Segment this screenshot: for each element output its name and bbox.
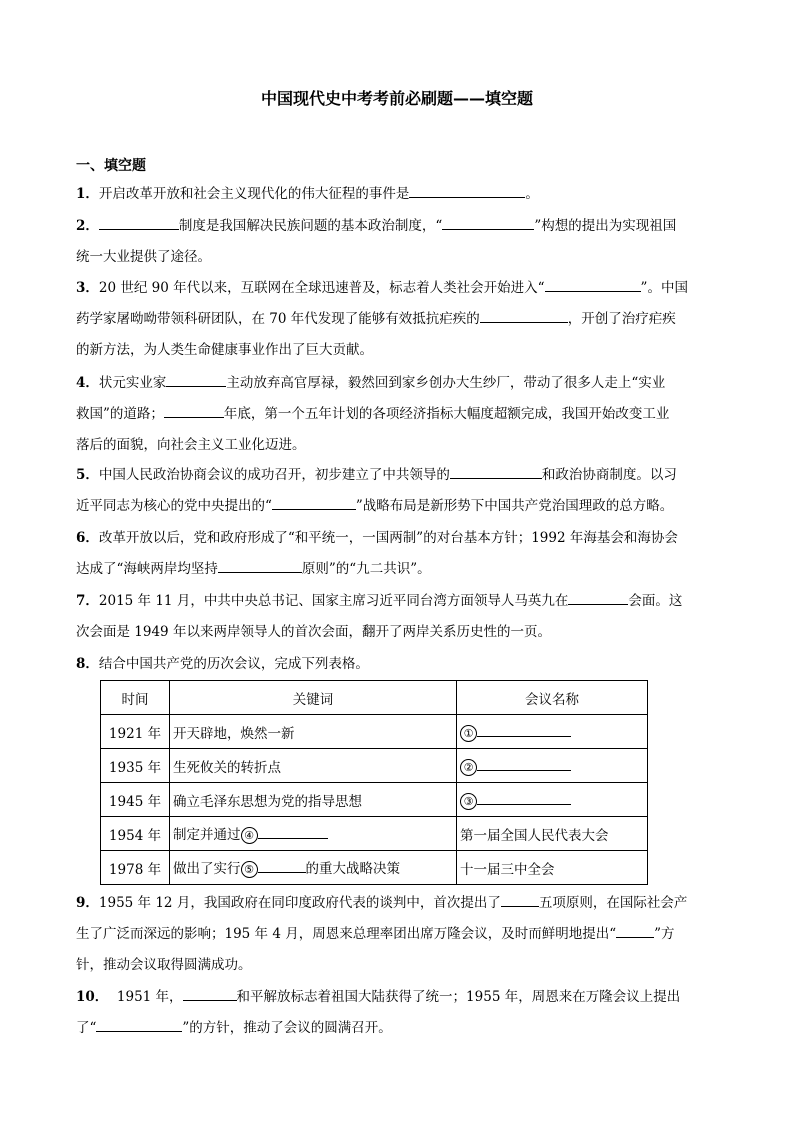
answer-blank[interactable] (409, 183, 525, 198)
question-10: 10． 1951 年， 和平解放标志着祖国大陆获得了统一；1955 年，周恩来在万隆会议上提出 了“ ”的方针，推动了会议的圆满召开。 (76, 982, 726, 1044)
table-header: 会议名称 (457, 681, 648, 715)
meetings-table (100, 680, 648, 885)
table-header-row (101, 681, 648, 715)
answer-blank[interactable] (166, 372, 226, 387)
table-row: 1945 年 确立毛泽东思想为党的指导思想 ③ (101, 783, 648, 817)
table-row: 1954 年 制定并通过 ④ 第一届全国人民代表大会 (101, 817, 648, 851)
answer-blank[interactable] (96, 1017, 182, 1032)
answer-blank[interactable] (99, 215, 179, 230)
answer-blank[interactable] (272, 495, 356, 510)
question-2: 2． 制度是我国解决民族问题的基本政治制度，“ ”构想的提出为实现祖国 统一大业提供了途径。 (76, 211, 726, 273)
answer-blank[interactable] (568, 590, 628, 605)
answer-blank[interactable] (258, 858, 306, 873)
answer-blank[interactable] (477, 790, 571, 805)
question-3: 3．20 世纪 90 年代以来，互联网在全球迅速普及，标志着人类社会开始进入“ ”。中国 药学家屠呦呦带领科研团队，在 70 年代发现了能够有效抵抗疟疾的 ，开创了治疗疟疾 的新方法，为人类生命健康事业作出了巨大贡献。 (76, 273, 726, 366)
answer-blank[interactable] (616, 923, 654, 938)
question-4: 4．状元实业家 主动放弃高官厚禄，毅然回到家乡创办大生纱厂，带动了很多人走上“实业 救国”的道路； 年底，第一个五年计划的各项经济指标大幅度超额完成，我国开始改变工业 落后的面貌，向社会主义工业化迈进。 (76, 368, 726, 461)
question-7: 7．2015 年 11 月，中共中央总书记、国家主席习近平同台湾方面领导人马英九在 会面。这 次会面是 1949 年以来两岸领导人的首次会面，翻开了两岸关系历史性的一页。 (76, 586, 726, 648)
question-8: 8．结合中国共产党的历次会议，完成下列表格。 (76, 656, 369, 672)
question-1: 1．开启改革开放和社会主义现代化的伟大征程的事件是 。 (76, 179, 726, 210)
table-header: 时间 (101, 681, 170, 715)
answer-blank[interactable] (442, 215, 534, 230)
table-row: 1935 年 生死攸关的转折点 ② (101, 749, 648, 783)
answer-blank[interactable] (477, 756, 571, 771)
page-title: 中国现代史中考考前必刷题——填空题 (260, 89, 533, 108)
answer-blank[interactable] (477, 722, 571, 737)
table-row: 1978 年 做出了实行 ⑤ 的重大战略决策 十一届三中全会 (101, 851, 648, 885)
table-header: 关键词 (170, 681, 457, 715)
answer-blank[interactable] (183, 986, 237, 1001)
question-5: 5．中国人民政治协商会议的成功召开，初步建立了中共领导的 和政治协商制度。以习 近平同志为核心的党中央提出的“ ”战略布局是新形势下中国共产党治国理政的总方略。 (76, 460, 726, 522)
answer-blank[interactable] (450, 464, 542, 479)
answer-blank[interactable] (258, 824, 328, 839)
question-6: 6．改革开放以后，党和政府形成了“和平统一，一国两制”的对台基本方针；1992 年海基会和海协会 达成了“海峡两岸均坚持 原则”的“九二共识”。 (76, 530, 678, 577)
answer-blank[interactable] (218, 558, 302, 573)
question-9: 9．1955 年 12 月，我国政府在同印度政府代表的谈判中，首次提出了 五项原则，在国际社会产 生了广泛而深远的影响；195 年 4 月，周恩来总理率团出席万隆会议，及时而鲜明地提出“ ”方 针，推动会议取得圆满成功。 (76, 888, 726, 981)
answer-blank[interactable] (545, 277, 641, 292)
answer-blank[interactable] (501, 892, 539, 907)
answer-blank[interactable] (480, 308, 568, 323)
answer-blank[interactable] (164, 403, 224, 418)
section-heading: 一、填空题 (76, 158, 146, 174)
table-row: 1921 年 开天辟地，焕然一新 ① (101, 715, 648, 749)
